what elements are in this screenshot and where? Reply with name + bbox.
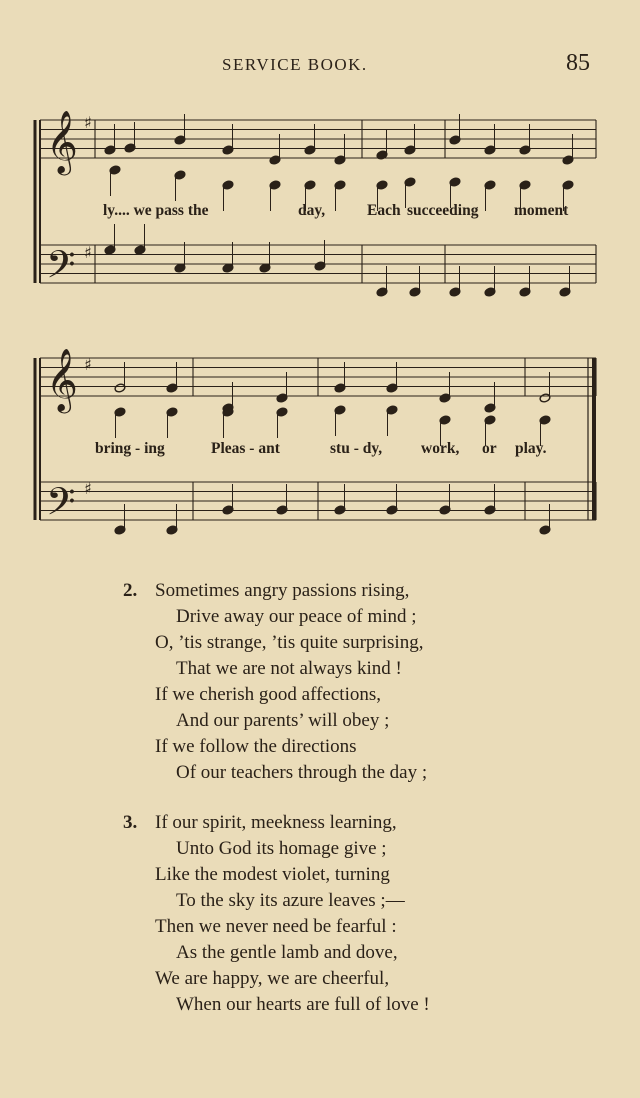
sharp-icon: ♯ (84, 113, 92, 132)
verse-line: Then we never need be fearful : (155, 916, 397, 937)
verse-number: 2. (123, 580, 138, 601)
verse-line: Like the modest violet, turning (155, 864, 390, 885)
lyric-syllables: ly.... we pass the (103, 202, 209, 219)
verse-line: And our parents’ will obey ; (176, 710, 390, 731)
lyric-syllables: work, (421, 440, 460, 457)
verse-line: O, ’tis strange, ’tis quite surprising, (155, 632, 424, 653)
verse-line: That we are not always kind ! (176, 658, 402, 679)
verse-line: If we cherish good affections, (155, 684, 381, 705)
lyric-syllables: succeeding (407, 202, 479, 219)
lyric-syllables: moment (514, 202, 569, 219)
verse-line: We are happy, we are cheerful, (155, 968, 390, 989)
lyric-syllables: stu - dy, (330, 440, 383, 457)
verse-line: Unto God its homage give ; (176, 838, 387, 859)
page-number: 85 (566, 50, 590, 76)
sharp-icon: ♯ (84, 479, 92, 498)
sharp-icon: ♯ (84, 355, 92, 374)
lyric-syllables: day, (298, 202, 326, 219)
verse-line: Sometimes angry passions rising, (155, 580, 410, 601)
running-title: SERVICE BOOK. (222, 55, 368, 74)
lyric-syllables: Each (367, 202, 401, 219)
lyric-syllables: bring - ing (95, 440, 165, 457)
verse-line: Of our teachers through the day ; (176, 762, 428, 783)
clef-icon: 𝄞 (46, 348, 78, 411)
verse-line: If our spirit, meekness learning, (155, 812, 397, 833)
verse-line: Drive away our peace of mind ; (176, 606, 417, 627)
sharp-icon: ♯ (84, 243, 92, 262)
clef-icon: 𝄞 (46, 110, 78, 173)
verse-line: When our hearts are full of love ! (176, 994, 430, 1015)
lyric-syllables: or (482, 440, 497, 457)
lyric-syllables: Pleas - ant (211, 440, 280, 457)
verse-line: As the gentle lamb and dove, (176, 942, 398, 963)
clef-icon: 𝄢 (46, 242, 76, 296)
verse-number: 3. (123, 812, 138, 833)
clef-icon: 𝄢 (46, 479, 76, 533)
verse-line: If we follow the directions (155, 736, 357, 757)
verse-line: To the sky its azure leaves ;— (176, 890, 405, 911)
lyric-syllables: play. (515, 440, 547, 457)
